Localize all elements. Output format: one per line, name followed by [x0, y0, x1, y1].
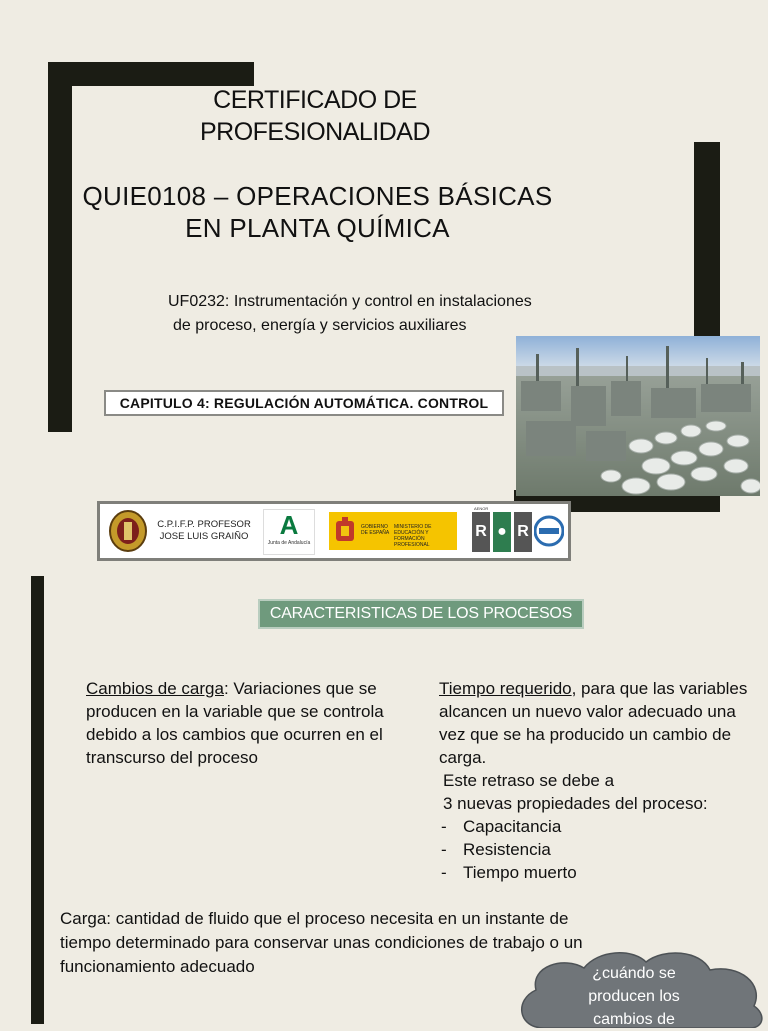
- unit-text-line-1: : Instrumentación y control en instalaciones: [224, 293, 532, 310]
- cambios-de-carga-text: : Variaciones que se producen en la variable que se controla debido a los cambios que ocurren en el transcurso del proceso: [86, 679, 384, 767]
- tiempo-requerido-block: [439, 677, 764, 884]
- aenor-cert-2-icon: ●: [493, 512, 511, 552]
- school-crest-icon: [108, 510, 148, 552]
- aenor-cert-1-icon: R: [472, 512, 490, 552]
- section-heading: CARACTERISTICAS DE LOS PROCESOS: [258, 599, 584, 629]
- title-line-2: PROFESIONALIDAD: [199, 118, 431, 146]
- aenor-label: AENOR: [474, 506, 489, 511]
- chapter-banner: CAPITULO 4: REGULACIÓN AUTOMÁTICA. CONTROL: [104, 390, 504, 416]
- refinery-photo: [516, 336, 760, 496]
- title-line-1: CERTIFICADO DE: [213, 86, 417, 114]
- tiempo-requerido-term: Tiempo requerido: [439, 679, 572, 698]
- junta-andalucia-logo: A Junta de Andalucía: [263, 509, 315, 555]
- logos-strip: [97, 501, 571, 561]
- list-item: - Tiempo muerto: [439, 861, 764, 884]
- unit-subtitle: [168, 290, 608, 338]
- frame-bar-left: [48, 62, 72, 432]
- list-item: - Capacitancia: [439, 815, 764, 838]
- cambios-de-carga-block: [86, 677, 386, 769]
- course-title: [60, 180, 575, 244]
- quality-seal-icon: [534, 513, 564, 549]
- cambios-de-carga-term: Cambios de carga: [86, 679, 224, 698]
- cloud-question: ¿cuándo se producen los cambios de: [588, 965, 680, 1028]
- list-item: - Resistencia: [439, 838, 764, 861]
- school-name: C.P.I.F.P. PROFESOR JOSE LUIS GRAIÑO: [157, 519, 251, 542]
- certificate-title: [150, 84, 480, 148]
- propiedades-line: 3 nuevas propiedades del proceso:: [443, 794, 708, 813]
- coat-of-arms-icon: [333, 517, 357, 545]
- course-line-1: QUIE0108 – OPERACIONES BÁSICAS: [82, 181, 553, 211]
- aenor-cert-3-icon: R: [514, 512, 532, 552]
- course-line-2: EN PLANTA QUÍMICA: [185, 213, 450, 243]
- retraso-line: Este retraso se debe a: [443, 771, 615, 790]
- propiedades-list: [439, 815, 764, 884]
- tiempo-requerido-text: , para que las variables alcancen un nuevo valor adecuado una vez que se ha producido un cambio de carga.: [439, 679, 748, 767]
- gobierno-espana-logo: GOBIERNO DE ESPAÑA MINISTERIO DE EDUCACIÓN Y FORMACIÓN PROFESIONAL: [329, 512, 457, 550]
- carga-definition: Carga: cantidad de fluido que el proceso necesita en un instante de tiempo determinado para conservar unas condiciones de trabajo o un funcionamiento adecuado: [60, 909, 583, 976]
- unit-text-line-2: de proceso, energía y servicios auxiliares: [173, 317, 467, 334]
- unit-code: UF0232: [168, 293, 225, 310]
- slide2-left-bar: [31, 576, 44, 1024]
- frame-bar-top-left: [48, 62, 254, 86]
